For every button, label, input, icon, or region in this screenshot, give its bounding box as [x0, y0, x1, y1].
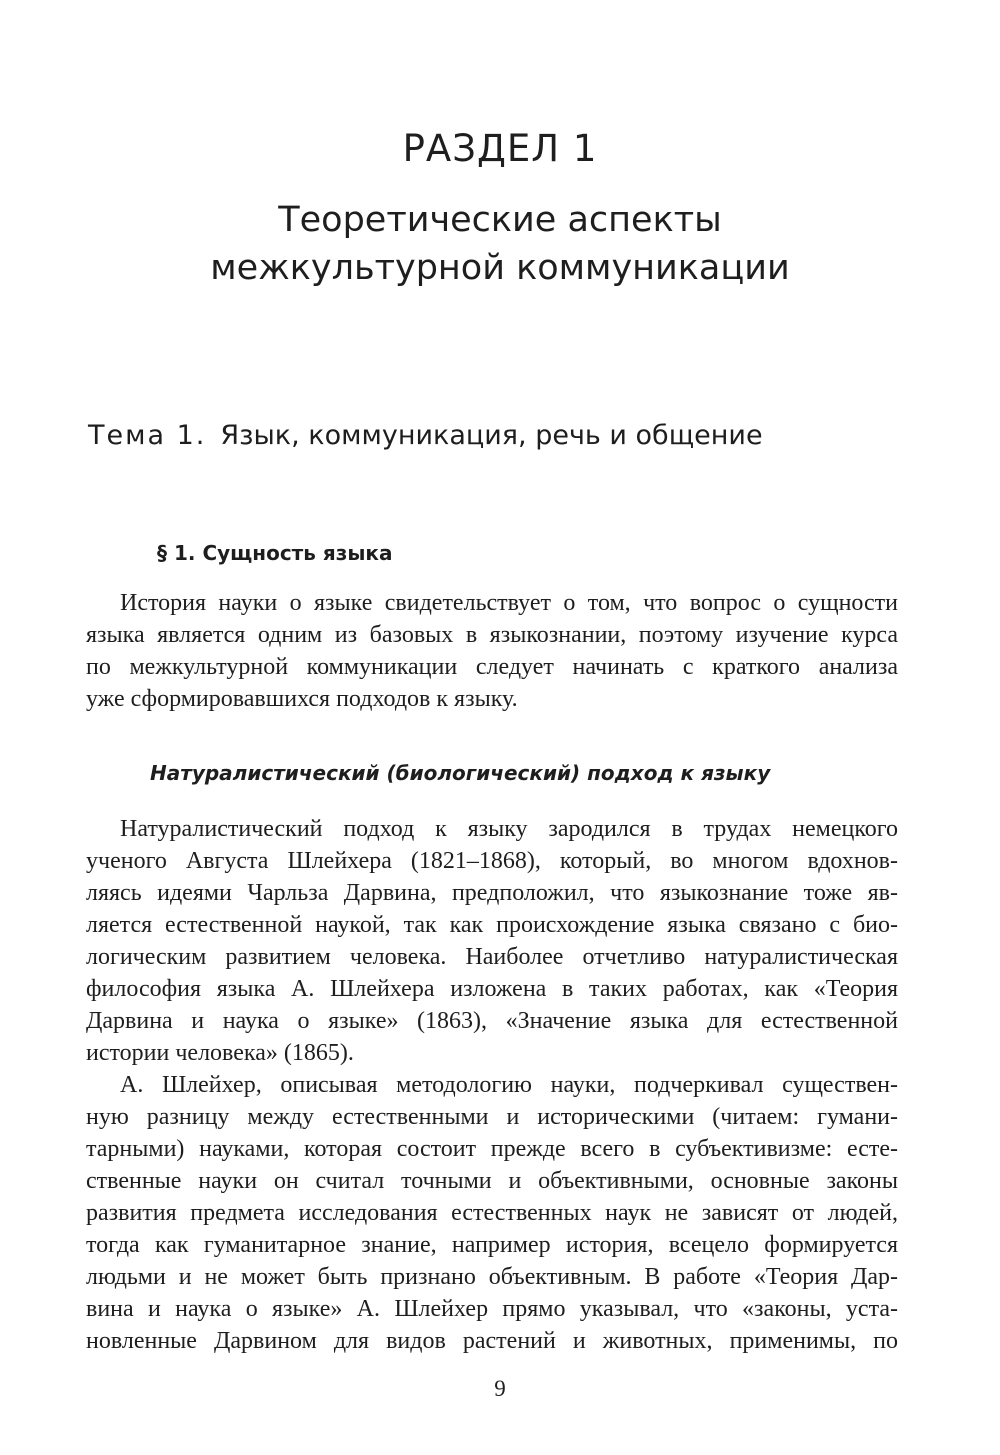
text-line: ляясь идеями Чарльза Дарвина, предположил, что языкознание тоже яв- — [86, 880, 898, 906]
text-line: А. Шлейхер, описывая методологию науки, подчеркивал существен- — [120, 1072, 898, 1098]
text-line: тарными) науками, которая состоит прежде всего в субъективизме: есте- — [86, 1136, 898, 1162]
text-line: ученого Августа Шлейхера (1821–1868), который, во многом вдохнов- — [86, 848, 898, 874]
body-text — [86, 813, 898, 1357]
topic-title: Язык, коммуникация, речь и общение — [220, 420, 763, 451]
text-line: людьми и не может быть признано объективным. В работе «Теория Дар- — [86, 1264, 898, 1290]
topic-number: Тема 1. — [88, 420, 207, 451]
subheading: Натуралистический (биологический) подход к языку — [150, 761, 771, 785]
text-line: История науки о языке свидетельствует о том, что вопрос о сущности — [120, 590, 898, 616]
text-line: вина и наука о языке» А. Шлейхер прямо указывал, что «законы, уста- — [86, 1296, 898, 1322]
text-line: уже сформировавшихся подходов к языку. — [86, 686, 518, 712]
text-line: развития предмета исследования естественных наук не зависят от людей, — [86, 1200, 898, 1226]
text-line: Натуралистический подход к языку зародился в трудах немецкого — [120, 816, 898, 842]
text-line: философия языка А. Шлейхера изложена в таких работах, как «Теория — [86, 976, 898, 1002]
intro-paragraph — [86, 587, 898, 715]
text-line: Дарвина и наука о языке» (1863), «Значение языка для естественной — [86, 1008, 898, 1034]
paragraph-heading: § 1. Сущность языка — [157, 541, 393, 565]
text-line: по межкультурной коммуникации следует начинать с краткого анализа — [86, 654, 898, 680]
text-line: новленные Дарвином для видов растений и животных, применимы, по — [86, 1328, 898, 1354]
text-line: языка является одним из базовых в языкознании, поэтому изучение курса — [86, 622, 898, 648]
section-title-line-2: межкультурной коммуникации — [210, 248, 790, 288]
text-line: ную разницу между естественными и историческими (читаем: гумани- — [86, 1104, 898, 1130]
section-label: РАЗДЕЛ 1 — [402, 127, 598, 170]
text-line: тогда как гуманитарное знание, например история, всецело формируется — [86, 1232, 898, 1258]
page-number: 9 — [494, 1376, 506, 1401]
text-line: логическим развитием человека. Наиболее отчетливо натуралистическая — [86, 944, 898, 970]
section-title — [0, 196, 1000, 292]
text-line: истории человека» (1865). — [86, 1040, 354, 1066]
section-title-line-1: Теоретические аспекты — [278, 200, 722, 240]
topic-heading — [88, 420, 763, 451]
text-line: ственные науки он считал точными и объективными, основные законы — [86, 1168, 898, 1194]
text-line: ляется естественной наукой, так как происхождение языка связано с био- — [86, 912, 898, 938]
